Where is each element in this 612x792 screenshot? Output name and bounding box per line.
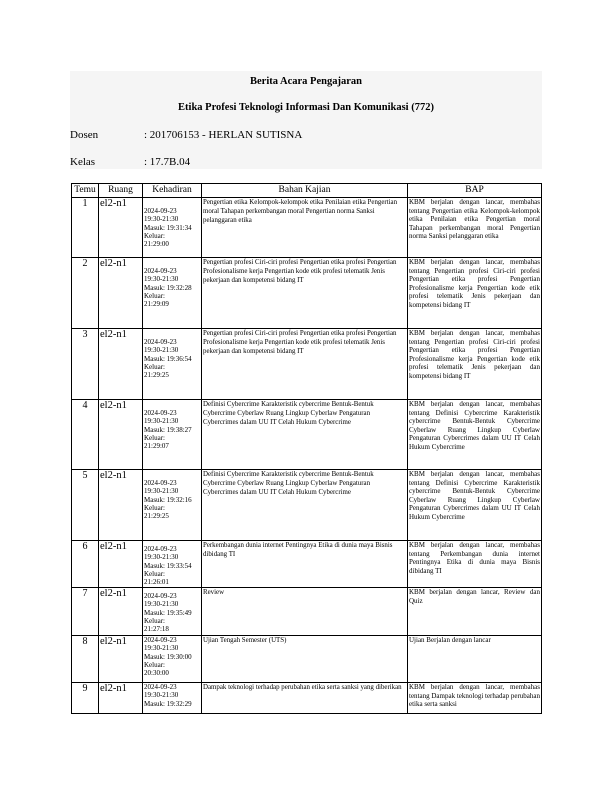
bap-cell: KBM berjalan dengan lancar, membahas tentang Dampak teknologi terhadap perubahan etika serta sanksi <box>408 683 542 714</box>
date: 2024-09-23 <box>144 207 177 215</box>
date: 2024-09-23 <box>144 479 177 487</box>
masuk: Masuk: 19:30:00 <box>144 652 192 661</box>
temu-cell: 6 <box>72 541 99 588</box>
kehadiran-cell <box>143 258 202 329</box>
ruang-cell: el2-n1 <box>99 198 143 258</box>
bap-cell: KBM berjalan dengan lancar, membahas tentang Definisi Cybercrime Karakteristik cybercrime Bentuk-Bentuk Cybercrime Cyberlaw Ruang Lingkup Cyberlaw Pengaturan Cybercrimes dalam UU IT Celah Hukum Cybercrime <box>408 470 542 541</box>
kehadiran-cell <box>143 683 202 714</box>
temu-cell: 2 <box>72 258 99 329</box>
keluar-label: Keluar: <box>144 569 165 578</box>
masuk: Masuk: 19:32:29 <box>144 699 192 708</box>
keluar-label: Keluar: <box>144 231 165 240</box>
keluar-label: Keluar: <box>144 616 165 625</box>
table-row <box>72 198 542 258</box>
keluar-label: Keluar: <box>144 660 165 669</box>
masuk: Masuk: 19:32:28 <box>144 283 192 292</box>
bap-cell: KBM berjalan dengan lancar, membahas tentang Pengertian profesi Ciri-ciri profesi Pengertian etika profesi Pengertian Profesionalisme kerja Pengertian kode etik profesi telematik Jenis pekerjaan dan kompetensi bidang IT <box>408 258 542 329</box>
time: 19:30-21:30 <box>144 215 179 224</box>
time: 19:30-21:30 <box>144 691 179 700</box>
dosen-label: Dosen <box>70 129 99 141</box>
col-bap: BAP <box>408 184 542 198</box>
bahan-cell: Review <box>202 588 408 636</box>
keluar-label: Keluar: <box>144 362 165 371</box>
table-row <box>72 541 542 588</box>
course-title: Etika Profesi Teknologi Informasi Dan Komunikasi (772) <box>178 102 434 113</box>
keluar: 21:26:01 <box>144 578 169 587</box>
bap-cell: KBM berjalan dengan lancar, membahas tentang Perkembangan dunia internet Pentingnya Etika di dunia maya Bisnis dibidang TI <box>408 541 542 588</box>
ruang-cell: el2-n1 <box>99 329 143 400</box>
masuk: Masuk: 19:33:54 <box>144 561 192 570</box>
kehadiran-cell <box>143 588 202 636</box>
document-title: Berita Acara Pengajaran <box>250 76 362 87</box>
time: 19:30-21:30 <box>144 487 179 496</box>
col-kehadiran: Kehadiran <box>143 184 202 198</box>
bap-cell: KBM berjalan dengan lancar, membahas tentang Pengertian etika Kelompok-kelompok etika Penilaian etika Pengertian moral Tahapan perkembangan moral Pengertian norma Sanksi pelanggaran etika <box>408 198 542 258</box>
dosen-value: : 201706153 - HERLAN SUTISNA <box>144 129 303 141</box>
time: 19:30-21:30 <box>144 275 179 284</box>
kelas-value: : 17.7B.04 <box>144 156 191 168</box>
date: 2024-09-23 <box>144 267 177 275</box>
temu-cell: 1 <box>72 198 99 258</box>
masuk: Masuk: 19:32:16 <box>144 495 192 504</box>
keluar-label: Keluar: <box>144 291 165 300</box>
date: 2024-09-23 <box>144 338 177 346</box>
temu-cell: 5 <box>72 470 99 541</box>
date: 2024-09-23 <box>144 683 177 691</box>
table-row <box>72 470 542 541</box>
temu-cell: 7 <box>72 588 99 636</box>
bap-table <box>71 183 542 714</box>
keluar: 21:29:00 <box>144 240 169 249</box>
col-bahan-kajian: Bahan Kajian <box>202 184 408 198</box>
bahan-cell: Definisi Cybercrime Karakteristik cybercrime Bentuk-Bentuk Cybercrime Cyberlaw Ruang Lingkup Cyberlaw Pengaturan Cybercrimes dalam UU IT Celah Hukum Cybercrime <box>202 470 408 541</box>
time: 19:30-21:30 <box>144 553 179 562</box>
table-row <box>72 258 542 329</box>
kehadiran-cell <box>143 198 202 258</box>
kehadiran-cell <box>143 541 202 588</box>
kehadiran-cell <box>143 470 202 541</box>
time: 19:30-21:30 <box>144 600 179 609</box>
bahan-cell: Definisi Cybercrime Karakteristik cybercrime Bentuk-Bentuk Cybercrime Cyberlaw Ruang Lingkup Cyberlaw Pengaturan Cybercrimes dalam UU IT Celah Hukum Cybercrime <box>202 400 408 470</box>
bahan-cell: Dampak teknologi terhadap perubahan etika serta sanksi yang diberikan <box>202 683 408 714</box>
table-header-row <box>72 184 542 198</box>
time: 19:30-21:30 <box>144 346 179 355</box>
bap-cell: KBM berjalan dengan lancar, Review dan Quiz <box>408 588 542 636</box>
col-ruang: Ruang <box>99 184 143 198</box>
keluar-label: Keluar: <box>144 503 165 512</box>
bap-cell: KBM berjalan dengan lancar, membahas tentang Definisi Cybercrime Karakteristik cybercrime Bentuk-Bentuk Cybercrime Cyberlaw Ruang Lingkup Cyberlaw Pengaturan Cybercrimes dalam UU IT Celah Hukum Cybercrime <box>408 400 542 470</box>
col-temu: Temu <box>72 184 99 198</box>
date: 2024-09-23 <box>144 545 177 553</box>
keluar: 21:29:25 <box>144 512 169 521</box>
table-row <box>72 588 542 636</box>
bahan-cell: Perkembangan dunia internet Pentingnya Etika di dunia maya Bisnis dibidang TI <box>202 541 408 588</box>
keluar: 21:27:18 <box>144 625 169 634</box>
bahan-cell: Pengertian profesi Ciri-ciri profesi Pengertian etika profesi Pengertian Profesionalisme kerja Pengertian kode etik profesi telematik Jenis pekerjaan dan kompetensi bidang IT <box>202 329 408 400</box>
kehadiran-cell <box>143 636 202 683</box>
table-row <box>72 683 542 714</box>
kehadiran-cell <box>143 329 202 400</box>
masuk: Masuk: 19:31:34 <box>144 223 192 232</box>
ruang-cell: el2-n1 <box>99 588 143 636</box>
masuk: Masuk: 19:38:27 <box>144 425 192 434</box>
kelas-label: Kelas <box>70 156 96 168</box>
date: 2024-09-23 <box>144 592 177 600</box>
ruang-cell: el2-n1 <box>99 683 143 714</box>
ruang-cell: el2-n1 <box>99 470 143 541</box>
ruang-cell: el2-n1 <box>99 258 143 329</box>
document-header <box>70 71 542 169</box>
keluar-label: Keluar: <box>144 433 165 442</box>
keluar: 21:29:25 <box>144 371 169 380</box>
temu-cell: 8 <box>72 636 99 683</box>
ruang-cell: el2-n1 <box>99 636 143 683</box>
bahan-cell: Pengertian profesi Ciri-ciri profesi Pengertian etika profesi Pengertian Profesionalisme kerja Pengertian kode etik profesi telematik Jenis pekerjaan dan kompetensi bidang IT <box>202 258 408 329</box>
bap-cell: Ujian Berjalan dengan lancar <box>408 636 542 683</box>
kehadiran-cell <box>143 400 202 470</box>
keluar: 21:29:07 <box>144 442 169 451</box>
bap-cell: KBM berjalan dengan lancar, membahas tentang Pengertian profesi Ciri-ciri profesi Pengertian etika profesi Pengertian Profesionalisme kerja Pengertian kode etik profesi telematik Jenis pekerjaan dan kompetensi bidang IT <box>408 329 542 400</box>
temu-cell: 4 <box>72 400 99 470</box>
ruang-cell: el2-n1 <box>99 400 143 470</box>
keluar: 20:30:00 <box>144 669 169 678</box>
table-row <box>72 400 542 470</box>
bahan-cell: Ujian Tengah Semester (UTS) <box>202 636 408 683</box>
masuk: Masuk: 19:35:49 <box>144 608 192 617</box>
keluar: 21:29:09 <box>144 300 169 309</box>
time: 19:30-21:30 <box>144 417 179 426</box>
temu-cell: 3 <box>72 329 99 400</box>
ruang-cell: el2-n1 <box>99 541 143 588</box>
masuk: Masuk: 19:36:54 <box>144 354 192 363</box>
bahan-cell: Pengertian etika Kelompok-kelompok etika Penilaian etika Pengertian moral Tahapan perkembangan moral Pengertian norma Sanksi pelanggaran etika <box>202 198 408 258</box>
table-row <box>72 329 542 400</box>
time: 19:30-21:30 <box>144 644 179 653</box>
date: 2024-09-23 <box>144 409 177 417</box>
date: 2024-09-23 <box>144 636 177 644</box>
temu-cell: 9 <box>72 683 99 714</box>
table-row <box>72 636 542 683</box>
